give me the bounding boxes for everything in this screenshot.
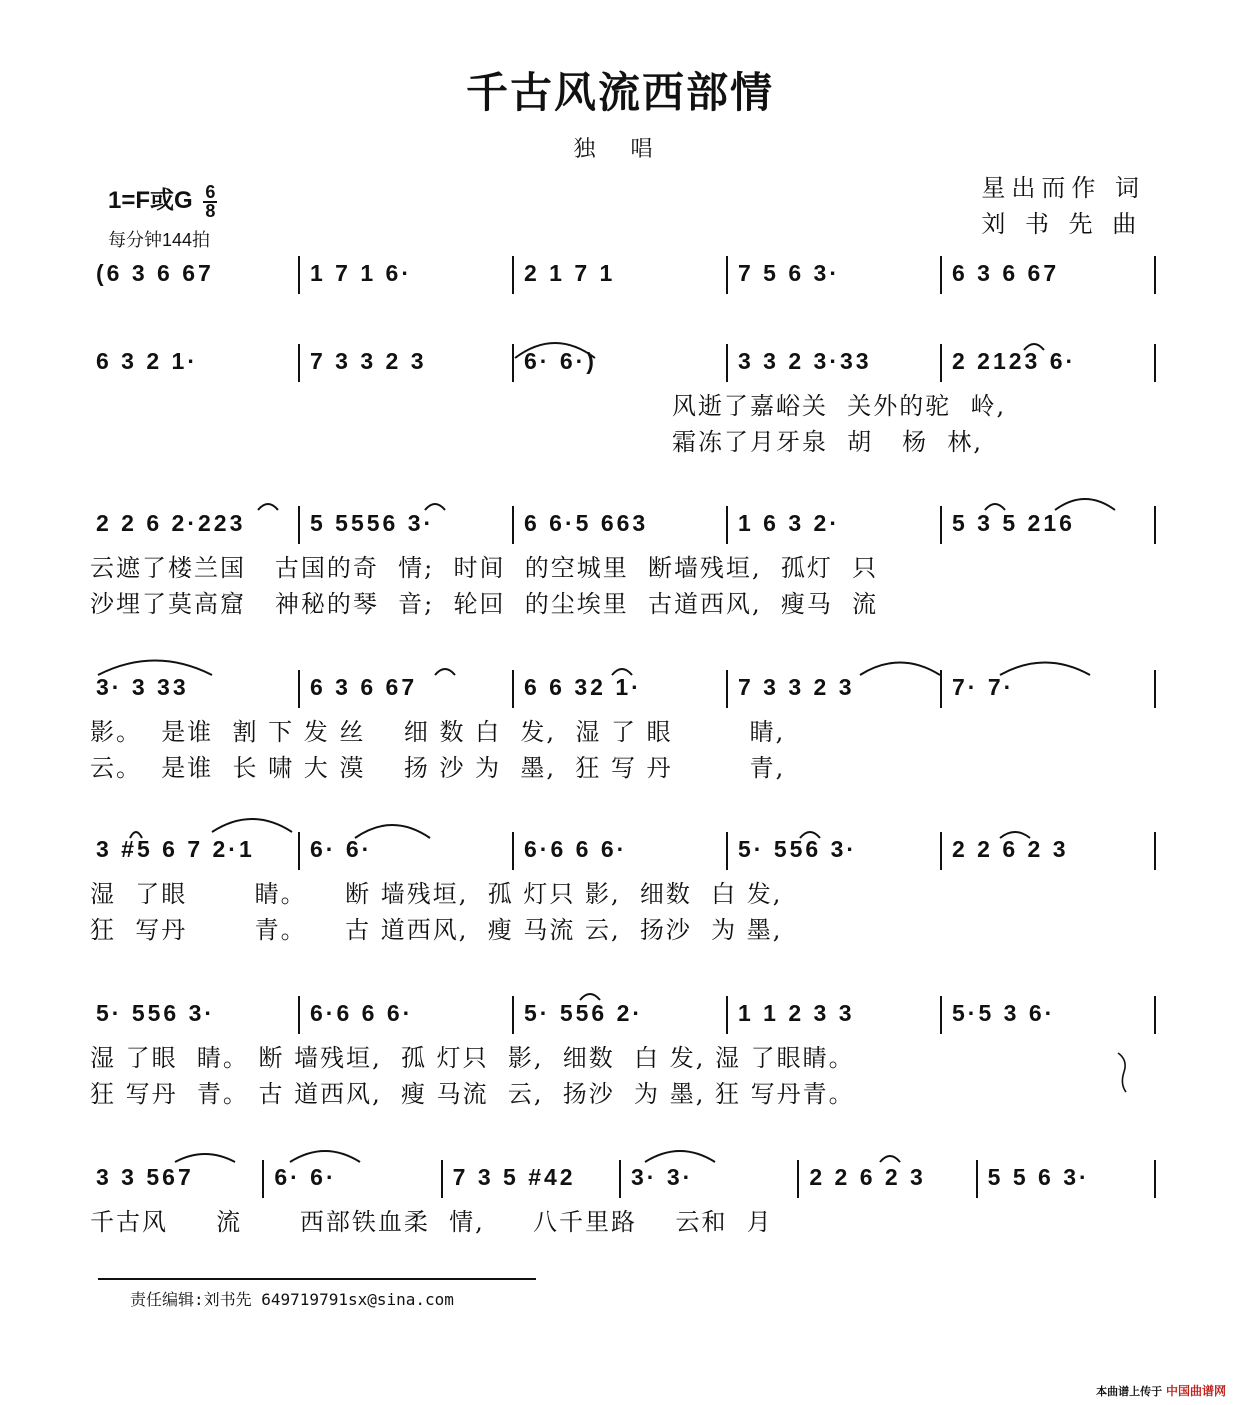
key-text: 1=F或G xyxy=(108,187,193,214)
lyric-line: 千古风 流 西部铁血柔 情, 八千里路 云和 月 xyxy=(90,1208,773,1236)
measure: 7 3 5 #42 xyxy=(452,1164,576,1190)
slur xyxy=(800,832,820,838)
slur xyxy=(98,661,212,676)
lyric-line: 霜冻了月牙泉 胡 杨 林, xyxy=(672,428,984,456)
slur xyxy=(290,1151,360,1162)
lyric-line: 湿 了眼 睛。 断 墙残垣, 孤 灯只 影, 细数 白 发, 湿 了眼睛。 xyxy=(90,1044,855,1072)
lyricist: 星出而作 词 xyxy=(981,174,1145,202)
measure: 2 1 7 1 xyxy=(524,260,616,286)
measure: 7 3 3 2 3 xyxy=(310,348,427,374)
measure: 3· 3· xyxy=(631,1164,694,1190)
slur xyxy=(612,669,632,675)
measure: 2 2 6 2 3 xyxy=(952,836,1069,862)
slur xyxy=(425,504,445,510)
measure: 3 3 567 xyxy=(96,1164,194,1190)
measure: 2 2 6 2·223 xyxy=(96,510,246,536)
slur xyxy=(580,994,600,1000)
measure: (6 3 6 67 xyxy=(96,260,214,286)
measure: 5 5556 3· xyxy=(310,510,435,536)
measure: 2 2123 6· xyxy=(952,348,1077,374)
slur xyxy=(880,1156,900,1162)
tempo-marking: 每分钟144拍 xyxy=(108,230,211,250)
watermark-prefix: 本曲谱上传于 xyxy=(1096,1385,1163,1398)
lyric-line: 风逝了嘉峪关 关外的驼 岭, xyxy=(672,392,1007,420)
measure: 3 3 2 3·33 xyxy=(738,348,872,374)
slur xyxy=(212,819,292,832)
lyric-line: 云。 是谁 长 啸 大 漠 扬 沙 为 墨, 狂 写 丹 青, xyxy=(90,754,786,782)
time-top: 6 xyxy=(205,181,216,202)
slur xyxy=(355,825,430,838)
measure: 5· 556 3· xyxy=(738,836,858,862)
measure: 7 3 3 2 3 xyxy=(738,674,855,700)
measure: 6 3 2 1· xyxy=(96,348,198,374)
lyric-line: 云遮了楼兰国 古国的奇 情; 时间 的空城里 断墙残垣, 孤灯 只 xyxy=(90,554,879,582)
measure: 5· 556 2· xyxy=(524,1000,644,1026)
slur xyxy=(435,669,455,675)
editor-credit: 责任编辑:刘书先 649719791sx@sina.com xyxy=(130,1290,454,1309)
measure: 1 1 2 3 3 xyxy=(738,1000,855,1026)
lyric-line: 沙埋了莫高窟 神秘的琴 音; 轮回 的尘埃里 古道西风, 瘦马 流 xyxy=(90,590,879,618)
measure: 2 2 6 2 3 xyxy=(809,1164,926,1190)
measure: 1 7 1 6· xyxy=(310,260,412,286)
measure: 3· 3 33 xyxy=(96,674,189,700)
lyric-line: 湿 了眼 睛。 断 墙残垣, 孤 灯只 影, 细数 白 发, xyxy=(90,880,783,908)
lyric-line: 影。 是谁 割 下 发 丝 细 数 白 发, 湿 了 眼 睛, xyxy=(90,718,786,746)
lyric-line: 狂 写丹 青。 古 道西风, 瘦 马流 云, 扬沙 为 墨, xyxy=(90,916,783,944)
slur xyxy=(1000,663,1090,676)
watermark xyxy=(1096,1382,1226,1399)
slur xyxy=(258,504,278,510)
composer: 刘 书 先 曲 xyxy=(981,210,1143,238)
slur xyxy=(645,1151,715,1162)
watermark-brand: 中国曲谱网 xyxy=(1165,1384,1226,1398)
brace xyxy=(1118,1053,1126,1092)
measure: 6 6 32 1· xyxy=(524,674,642,700)
measure: 5 3 5 216 xyxy=(952,510,1075,536)
measure: 6·6 6 6· xyxy=(524,836,628,862)
measure: 1 6 3 2· xyxy=(738,510,840,536)
measure: 5·5 3 6· xyxy=(952,1000,1056,1026)
measure: 6 3 6 67 xyxy=(310,674,418,700)
time-bottom: 8 xyxy=(205,200,216,221)
measure: 7 5 6 3· xyxy=(738,260,840,286)
slur xyxy=(1024,344,1044,350)
measure: 6· 6· xyxy=(274,1164,337,1190)
slur xyxy=(860,663,940,676)
slur xyxy=(1055,499,1115,510)
measure: 6· 6·) xyxy=(524,348,597,374)
measure: 6 3 6 67 xyxy=(952,260,1060,286)
measure: 7· 7· xyxy=(952,674,1015,700)
measure: 6·6 6 6· xyxy=(310,1000,414,1026)
measure: 6 6·5 663 xyxy=(524,510,649,536)
slur xyxy=(515,343,595,358)
slur xyxy=(175,1154,235,1162)
performance-type: 独 唱 xyxy=(573,137,667,162)
footer-rule xyxy=(98,1278,536,1280)
measure: 5 5 6 3· xyxy=(987,1164,1090,1190)
measure: 5· 556 3· xyxy=(96,1000,216,1026)
lyric-line: 狂 写丹 青。 古 道西风, 瘦 马流 云, 扬沙 为 墨, 狂 写丹青。 xyxy=(90,1080,855,1108)
measure: 3 #5 6 7 2·1 xyxy=(96,836,255,862)
slur xyxy=(1000,832,1030,838)
measure: 6· 6· xyxy=(310,836,373,862)
page-title: 千古风流西部情 xyxy=(465,68,774,117)
slur xyxy=(985,504,1005,510)
slur xyxy=(130,832,142,838)
